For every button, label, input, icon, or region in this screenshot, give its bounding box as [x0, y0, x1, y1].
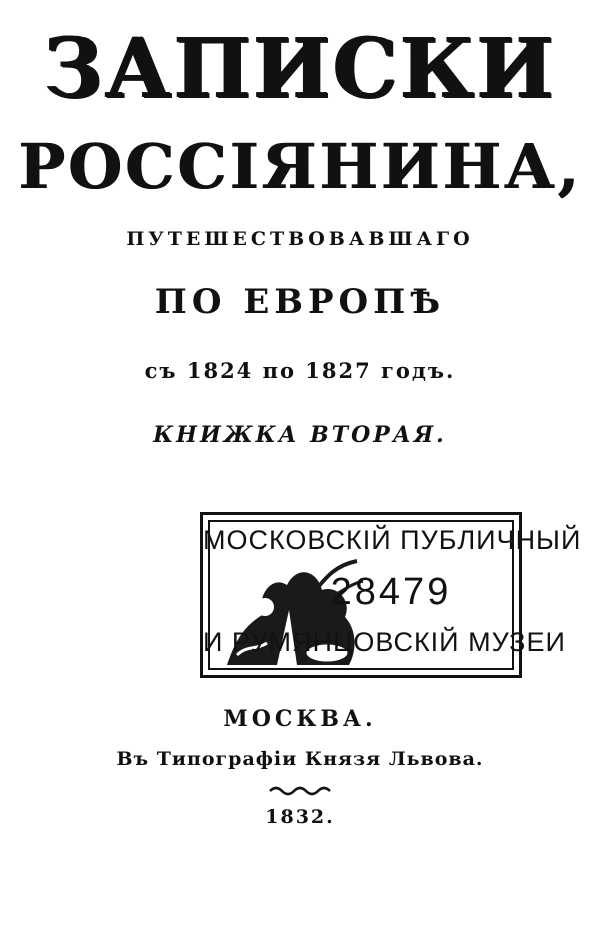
imprint-city: МОСКВА. — [223, 706, 377, 732]
stamp-line-3: И РУМЯНЦОВСКІЙ МУЗЕИ — [203, 627, 566, 657]
travel-dates: съ 1824 по 1827 годъ. — [144, 358, 456, 383]
library-stamp — [200, 512, 582, 678]
stamp-line-1: МОСКОВСКІЙ ПУБЛИЧНЫЙ — [203, 525, 582, 555]
stamp-number: 28479 — [330, 571, 452, 613]
title-line-1 — [0, 21, 600, 117]
book-number: КНИЖКА ВТОРАЯ. — [153, 422, 447, 448]
title-line-2: РОССІЯНИНА, — [18, 130, 582, 203]
title-word: ЗАПИСКИ — [43, 21, 557, 117]
divider-ornament — [268, 784, 332, 798]
subtitle-line-2: ПО ЕВРОПѢ — [154, 282, 446, 322]
subtitle-line-1: ПУТЕШЕСТВОВАВШАГО — [126, 228, 474, 250]
imprint-printer: Въ Типографіи Князя Львова. — [116, 748, 484, 770]
imprint-year: 1832. — [265, 806, 335, 828]
